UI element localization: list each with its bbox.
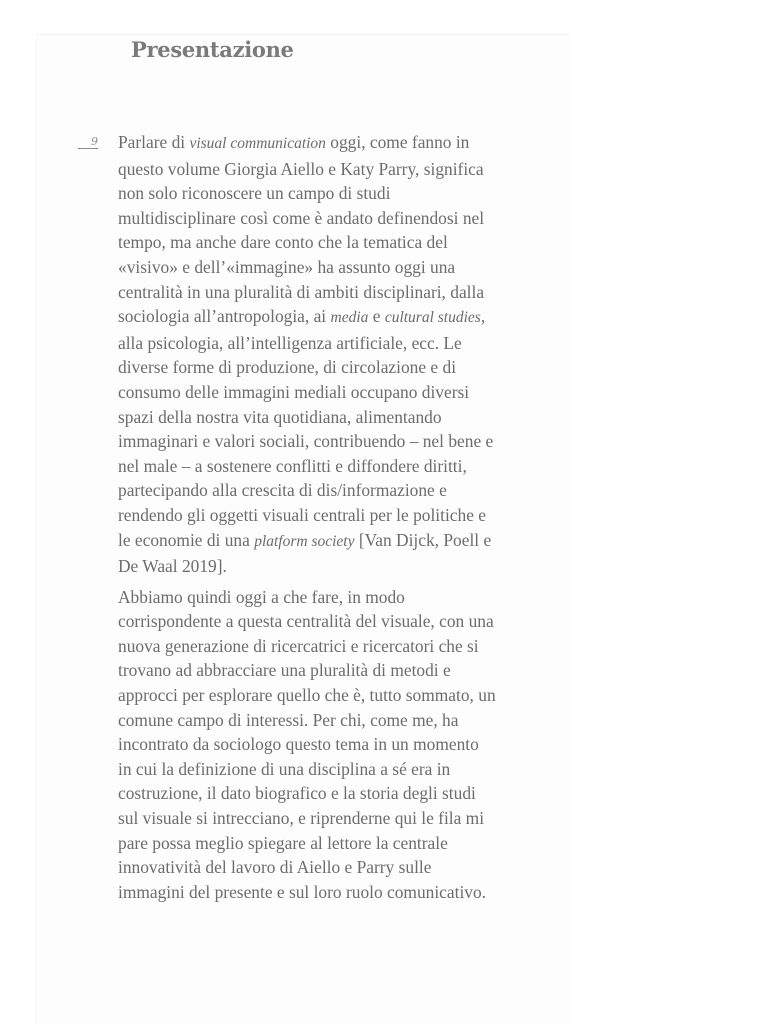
page-number-marker: 9 bbox=[78, 136, 98, 149]
text-segment: Abbiamo quindi oggi a che fare, in modo corrispondente a questa centralità del visuale, con una nuova generazione di ricercatrici e ricercatori che si trovano ad abbracciare una pluralità di metodi e approcci per esplorare quello che è, tutto sommato, un comune campo di interessi. Per chi, come me, ha incontrato da sociologo questo tema in un momento in cui la definizione di una disciplina a sé era in costruzione, il dato biografico e la storia degli studi sul visuale si intrecciano, e riprenderne qui le fila mi pare possa meglio spiegare al lettore la centrale innovatività del lavoro di Aiello e Parry sulle immagini del presente e sul loro ruolo comunicativo. bbox=[118, 586, 496, 902]
italic-term: platform society bbox=[254, 532, 355, 550]
italic-term: media bbox=[330, 309, 369, 327]
italic-term: visual communication bbox=[189, 135, 326, 152]
text-segment: oggi, come fanno in questo volume Giorgia Aiello e Katy Parry, significa non solo riconoscere un campo di studi multidisciplinare così come è andato definendosi nel tempo, ma anche dare conto che la tematica del «visivo» e dell’«immagine» ha assunto oggi una centralità in una pluralità di ambiti disciplinari, dalla sociologia all’antropologia, ai bbox=[118, 132, 485, 327]
text-segment: Parlare di bbox=[118, 132, 190, 152]
paragraph bbox=[118, 130, 496, 579]
paragraph bbox=[118, 585, 496, 905]
text-segment: , alla psicologia, all’intelligenza artificiale, ecc. Le diverse forme di produzione, di circolazione e di consumo delle immagini mediali occupano diversi spazi della nostra vita quotidiana, alimentando immaginari e valori sociali, contribuendo – nel bene e nel male – a sostenere conflitti e diffondere diritti, partecipando alla crescita di dis/informazione e rendendo gli oggetti visuali centrali per le politiche e le economie di una bbox=[118, 306, 494, 550]
body-text bbox=[118, 130, 496, 910]
text-segment: [Van Dijck, Poell e De Waal 2019]. bbox=[118, 529, 492, 577]
italic-term: cultural studies bbox=[384, 309, 481, 327]
text-segment: e bbox=[368, 306, 385, 327]
chapter-title: Presentazione bbox=[131, 37, 294, 62]
